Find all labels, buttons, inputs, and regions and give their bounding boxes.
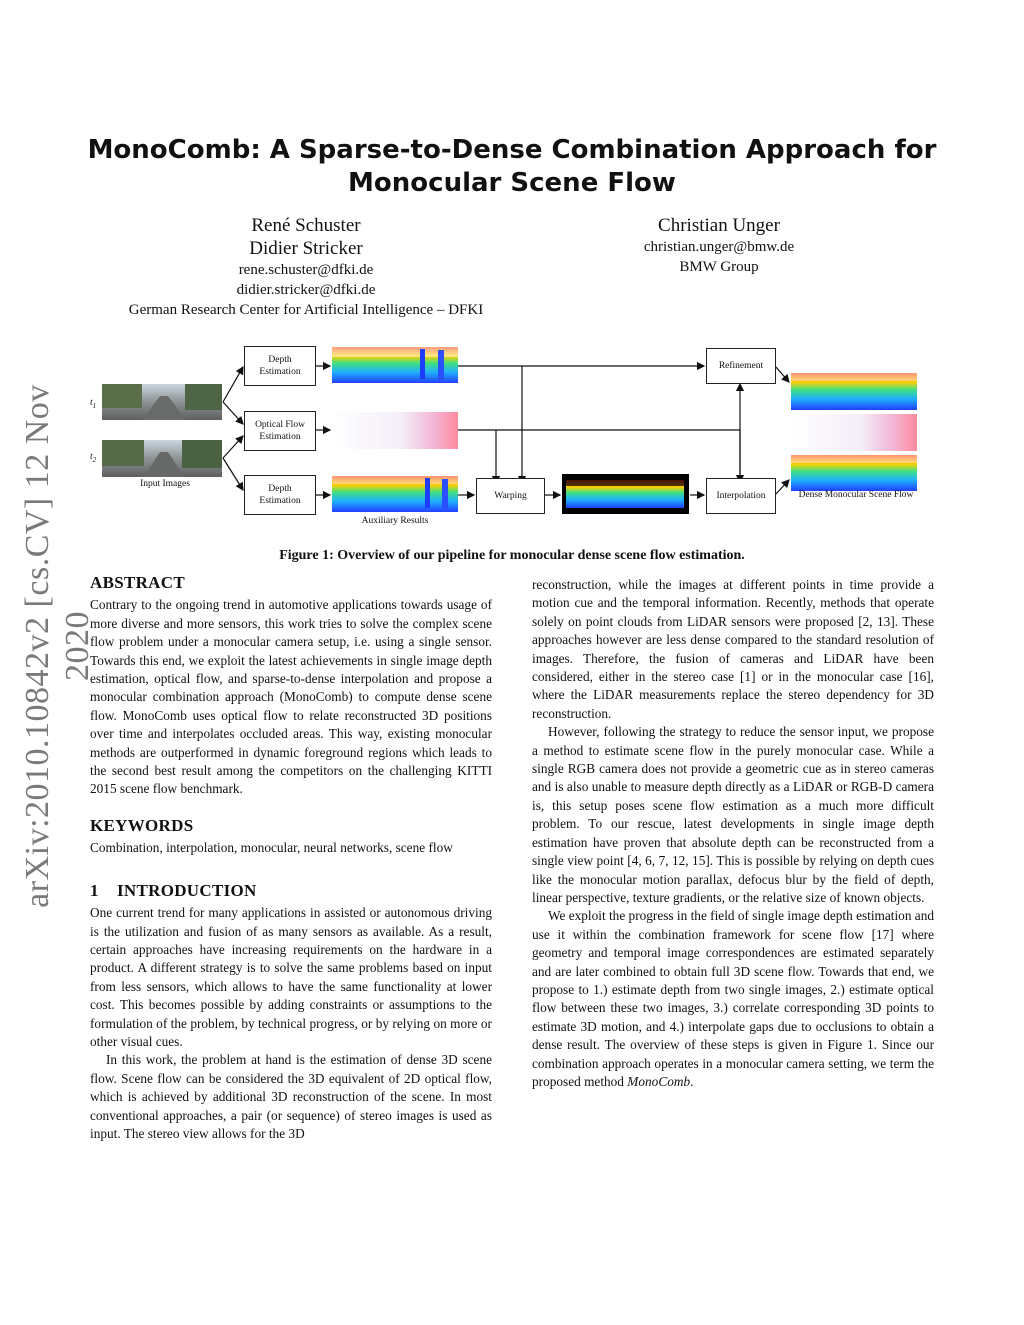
author-email: christian.unger@bmw.de (643, 239, 795, 255)
depth-estimation-box-bottom: Depth Estimation (244, 475, 316, 515)
intro-paragraph: We exploit the progress in the field of single image depth estimation and use it within the combination framework for scene flow [17] where geometry and temporal image correspondences are estimated separately and are later combined to obtain full 3D scene flow. Towards that end, we propose to 1.) estimate depth from two single images, 2.) estimate optical flow between these two images, 3.) correlate corresponding 3D points to estimate 3D motion, and 4.) interpolate gaps due to occlusions to obtain a dense result. The overview of these steps is given in Figure 1. Since our combination approach operates in a monocular camera setting, we term the proposed method MonoComb. (532, 908, 934, 1089)
intro-heading: 1 INTRODUCTION (90, 880, 257, 900)
arrow (223, 436, 243, 458)
method-name: MonoComb (627, 1073, 691, 1089)
depth-map-bottom (332, 476, 458, 512)
arrow (223, 402, 243, 424)
abstract-text: Contrary to the ongoing trend in automotive applications towards usage of more diverse and more sensors, this work tries to solve the complex scene flow problem under a monocular camera setup, i.e. using a single sensor. Towards this end, we exploit the latest achievements in single image depth estimation, optical flow, and sparse-to-dense interpolation and propose a monocular combination approach (MonoComb) to compute dense scene flow. MonoComb uses optical flow to relate reconstructed 3D positions over time and interpolates occluded areas. This way, existing monocular methods are outperformed in dynamic foreground regions which leads to the second best result among the competitors on the challenging KITTI 2015 scene flow benchmark. (90, 597, 492, 797)
author-email: rene.schuster@dfki.de (238, 262, 374, 278)
left-column (90, 574, 492, 1143)
intro-paragraph: In this work, the problem at hand is the estimation of dense 3D scene flow. Scene flow can be considered the 3D equivalent of 2D optical flow, which is achieved by additional 3D reconstruction of the scene. In most conventional approaches, a pair (or sequence) of stereo images is used as input. The stereo view allows for the 3D (90, 1052, 492, 1141)
intro-paragraph: reconstruction, while the images at different points in time provide a motion cue and the temporal information. Recently, methods that operate solely on point clouds from LiDAR sensors were proposed [2, 13]. These approaches however are less dense compared to the standard resolution of images. Therefore, the fusion of cameras and LiDAR have been considered, either in the stereo case [1] or in the monocular case [16], where the LiDAR measurements replace the stereo dependency for 3D reconstruction. (532, 577, 934, 721)
title-line-2: Monocular Scene Flow (348, 168, 676, 198)
depth-map-top (332, 347, 458, 383)
intro-paragraph: However, following the strategy to reduce the sensor input, we propose a method to estimate scene flow in the purely monocular case. While a single RGB camera does not provide a geometric cue as in stereo cameras and is also unable to measure depth directly as a LiDAR or RGB-D camera is, this setup poses scene flow estimation as a much more difficult problem. To our rescue, latest developments in single image depth estimation have proven that absolute depth can be reconstructed from a single view point [4, 6, 7, 12, 15]. This is possible by relying on depth cues like the monocular motion parallax, defocus blur by the field of depth, linear perspective, texture gradients, or the relative size of known objects. (532, 724, 934, 905)
input-image-t2 (102, 440, 222, 477)
refinement-box: Refinement (706, 348, 776, 384)
warping-box: Warping (476, 478, 545, 514)
input-image-t1 (102, 384, 222, 420)
author-affiliation: German Research Center for Artificial Intelligence – DFKI (128, 302, 484, 318)
author-email: didier.stricker@dfki.de (236, 282, 376, 298)
intro-paragraph: One current trend for many applications in assisted or autonomous driving is the utilization and fusion of as many sensors as available. As a result, certain approaches have increasing requirements on the hardware in a product. A different strategy is to solve the same problems based on input from less sensors, which allows to have the same functionality at lower cost. This becomes possible by adding constraints or assumptions to the formulation of the problem, by technical progress, or by relying on more or other visual cues. (90, 905, 492, 1049)
optical-flow-map (332, 412, 458, 449)
author-name: Didier Stricker (249, 238, 363, 259)
output-scene-flow-maps (791, 373, 917, 491)
author-name: Christian Unger (658, 215, 780, 236)
figure-pipeline (0, 0, 1024, 540)
arrow (223, 367, 243, 402)
time-label-t2: $t_2$ (90, 452, 97, 464)
abstract-heading: ABSTRACT (90, 573, 185, 592)
title-line-1: MonoComb: A Sparse-to-Dense Combination Approach for (87, 135, 937, 165)
arxiv-stamp: arXiv:2010.10842v2 [cs.CV] 12 Nov 2020 (19, 384, 96, 908)
input-images-label: Input Images (140, 479, 190, 489)
right-column (532, 576, 934, 1091)
time-label-t1: $t_1$ (90, 398, 97, 410)
figure-caption: Figure 1: Overview of our pipeline for monocular dense scene flow estimation. (279, 548, 745, 563)
output-label: Dense Monocular Scene Flow (798, 490, 914, 500)
keywords-text: Combination, interpolation, monocular, neural networks, scene flow (90, 840, 453, 856)
pipeline-diagram (0, 0, 1024, 540)
author-name: René Schuster (251, 215, 361, 236)
arrow (223, 458, 243, 490)
optical-flow-estimation-box: Optical Flow Estimation (244, 411, 316, 451)
auxiliary-results-label: Auxiliary Results (361, 516, 429, 526)
warped-depth-map (562, 474, 689, 514)
interpolation-box: Interpolation (706, 478, 776, 514)
keywords-heading: KEYWORDS (90, 815, 194, 835)
depth-estimation-box-top: Depth Estimation (244, 346, 316, 386)
author-affiliation: BMW Group (679, 259, 759, 275)
